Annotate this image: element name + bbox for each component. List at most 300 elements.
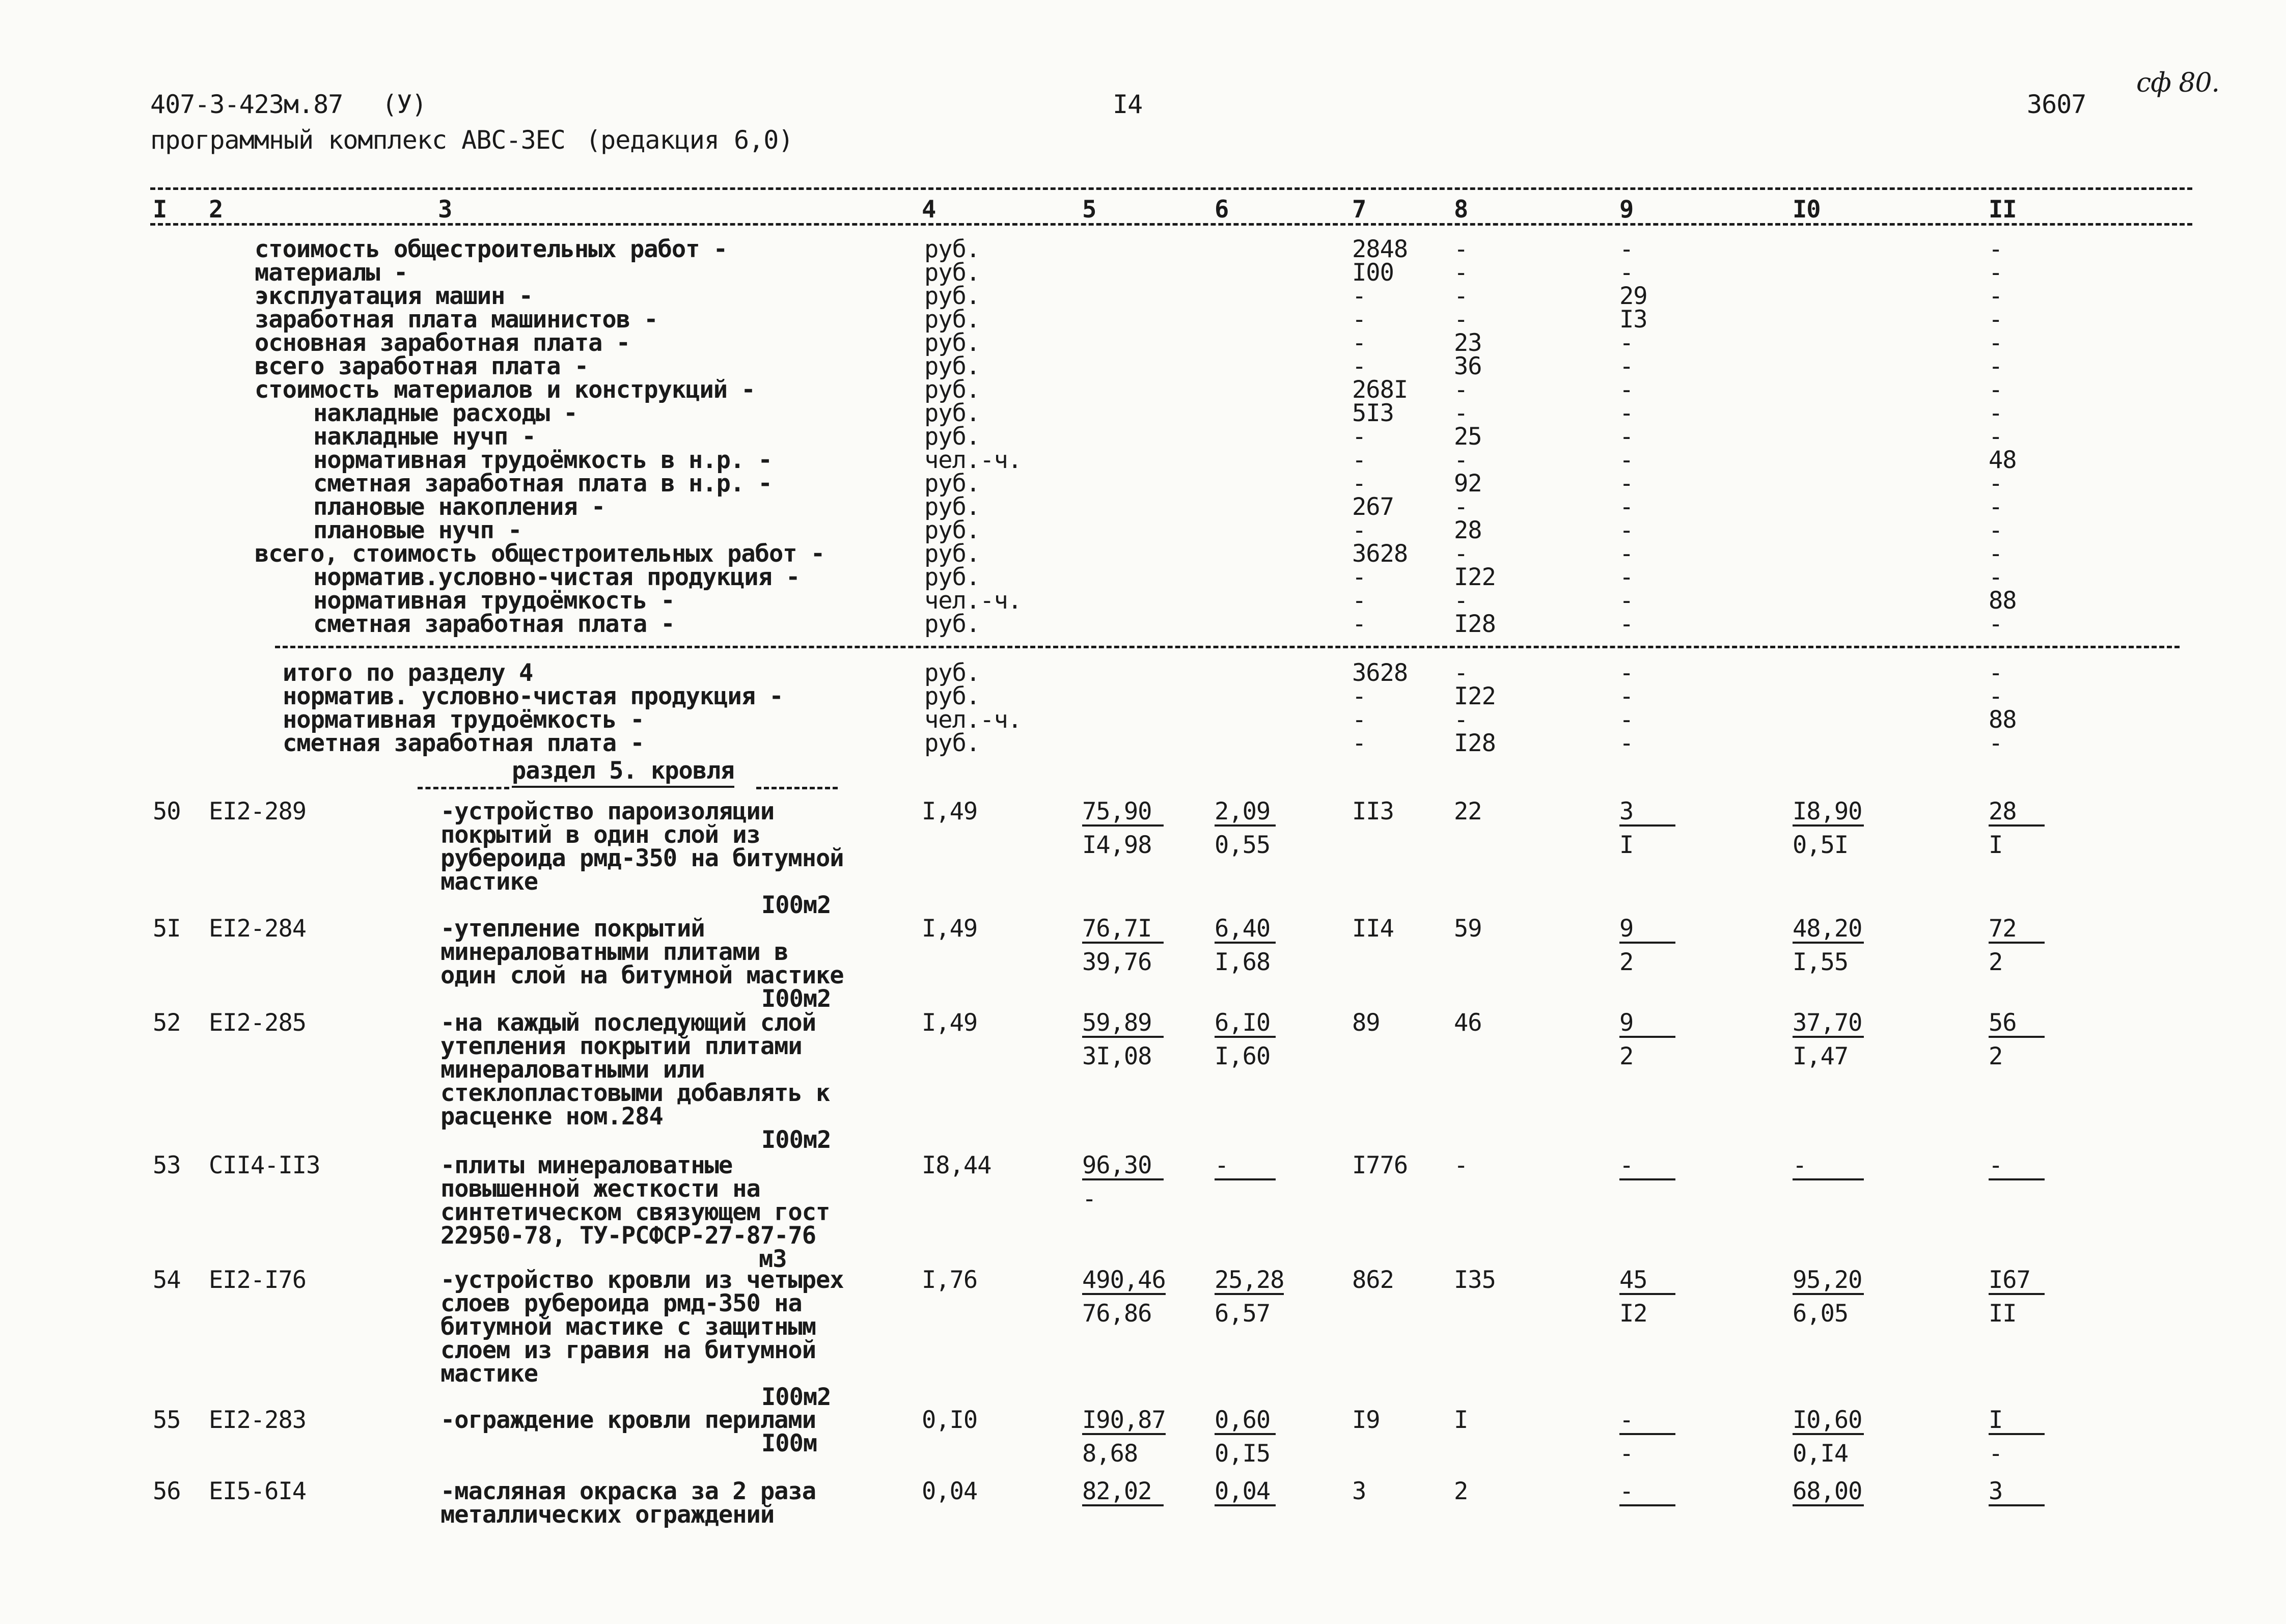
summary-unit: руб. xyxy=(924,423,980,451)
item-col9-top-underlined: 45 xyxy=(1619,1268,1675,1295)
item-description-line: битумной мастике с защитным xyxy=(440,1313,816,1341)
summary-label: основная заработная плата - xyxy=(255,329,630,357)
summary-unit: руб. xyxy=(924,306,980,334)
item-quantity: 0,I0 xyxy=(922,1406,978,1434)
section-total-col8: I28 xyxy=(1454,729,1496,757)
summary-col7: - xyxy=(1352,587,1366,615)
summary-col11: - xyxy=(1989,259,2003,287)
summary-col11: - xyxy=(1989,399,2003,427)
item-col11-top xyxy=(1989,1408,2045,1435)
summary-unit: чел.-ч. xyxy=(924,587,1022,615)
summary-col9: - xyxy=(1619,352,1634,380)
item-col9-top-underlined: 9 xyxy=(1619,917,1675,944)
item-description-line: -масляная окраска за 2 раза xyxy=(440,1477,816,1505)
item-col9-top xyxy=(1619,1011,1675,1038)
item-col7: I776 xyxy=(1352,1151,1408,1179)
item-col5-bottom: 76,86 xyxy=(1082,1300,1152,1328)
item-col11-top-underlined: 72 xyxy=(1989,917,2045,944)
item-quantity: I,76 xyxy=(922,1266,978,1294)
item-col5-top xyxy=(1082,1153,1164,1180)
item-col10-top-underlined: - xyxy=(1793,1153,1864,1180)
item-col8: 46 xyxy=(1454,1009,1482,1037)
summary-unit: руб. xyxy=(924,540,980,568)
summary-col7: - xyxy=(1352,306,1366,334)
item-col11-top-underlined: 28 xyxy=(1989,800,2045,827)
item-col10-top-underlined: 37,70 xyxy=(1793,1011,1864,1038)
item-col5-top-underlined: 82,02 xyxy=(1082,1479,1164,1506)
column-number: II xyxy=(1989,196,2017,224)
item-col9-top-underlined: - xyxy=(1619,1153,1675,1180)
summary-col8: - xyxy=(1454,282,1468,310)
column-number: 5 xyxy=(1082,196,1096,224)
summary-col8: - xyxy=(1454,306,1468,334)
item-col5-top-underlined: 59,89 xyxy=(1082,1011,1164,1038)
summary-col7: 267 xyxy=(1352,493,1394,521)
item-code: EI2-I76 xyxy=(209,1266,307,1294)
summary-col8: 25 xyxy=(1454,423,1482,451)
item-col11-top xyxy=(1989,1153,2045,1180)
item-unit: I00м2 xyxy=(761,1383,831,1411)
document-code: 407-3-423м.87 xyxy=(150,90,343,119)
item-col10-top xyxy=(1793,797,1864,827)
item-col10-top xyxy=(1793,1011,1864,1038)
item-col11-top-underlined: I xyxy=(1989,1408,2045,1435)
summary-label: материалы - xyxy=(255,259,408,287)
summary-col11: - xyxy=(1989,282,2003,310)
item-col6-top-underlined: 6,I0 xyxy=(1215,1011,1276,1038)
summary-col8: - xyxy=(1454,540,1468,568)
item-col5-bottom: I4,98 xyxy=(1082,831,1152,859)
section-total-unit: чел.-ч. xyxy=(924,706,1022,734)
item-quantity: 0,04 xyxy=(922,1477,978,1505)
section-total-col9: - xyxy=(1619,706,1634,734)
summary-col8: - xyxy=(1454,399,1468,427)
section-total-col8: I22 xyxy=(1454,682,1496,710)
item-col9-top xyxy=(1619,797,1675,827)
summary-col8: 92 xyxy=(1454,470,1482,498)
section-total-col9: - xyxy=(1619,659,1634,687)
item-col10-bottom: I,47 xyxy=(1793,1042,1849,1070)
section-total-rule xyxy=(275,646,2180,648)
summary-unit: руб. xyxy=(924,470,980,498)
column-number: 9 xyxy=(1619,196,1634,224)
item-quantity: I8,44 xyxy=(922,1151,991,1179)
item-number: 50 xyxy=(153,797,181,825)
summary-col8: I28 xyxy=(1454,610,1496,638)
item-description-line: рубероида рмд-350 на битумной xyxy=(440,844,844,872)
summary-label: сметная заработная плата в н.р. - xyxy=(313,470,772,498)
summary-col11: - xyxy=(1989,516,2003,544)
summary-col11: 48 xyxy=(1989,446,2017,474)
item-unit: I00м xyxy=(761,1429,817,1457)
summary-label: нормативная трудоёмкость в н.р. - xyxy=(313,446,772,474)
summary-unit: руб. xyxy=(924,259,980,287)
summary-col8: 28 xyxy=(1454,516,1482,544)
summary-col8: I22 xyxy=(1454,563,1496,591)
item-col9-top xyxy=(1619,917,1675,944)
item-col5-top xyxy=(1082,1011,1164,1038)
sheet-number: 3607 xyxy=(2027,90,2086,119)
item-col8: 2 xyxy=(1454,1477,1468,1505)
section-total-unit: руб. xyxy=(924,729,980,757)
item-col11-bottom: 2 xyxy=(1989,948,2003,976)
item-code: EI2-285 xyxy=(209,1009,307,1037)
item-col10-top-underlined: 68,00 xyxy=(1793,1479,1864,1506)
column-number: 3 xyxy=(438,196,452,224)
item-quantity: I,49 xyxy=(922,797,978,825)
item-col11-top xyxy=(1989,797,2045,827)
summary-col7: I00 xyxy=(1352,259,1394,287)
item-col6-bottom: I,68 xyxy=(1215,948,1271,976)
section-total-label: норматив. условно-чистая продукция - xyxy=(283,682,783,710)
summary-col8: 36 xyxy=(1454,352,1482,380)
item-description-line: -утепление покрытий xyxy=(440,915,705,943)
item-description-line: -ограждение кровли перилами xyxy=(440,1406,816,1434)
summary-col9: - xyxy=(1619,423,1634,451)
item-col9-top-underlined: 3 xyxy=(1619,800,1675,827)
summary-label: стоимость общестроительных работ - xyxy=(255,235,728,263)
summary-label: всего заработная плата - xyxy=(255,352,589,380)
item-col5-top-underlined: I90,87 xyxy=(1082,1406,1166,1434)
item-code: EI2-284 xyxy=(209,915,307,943)
summary-col7: - xyxy=(1352,329,1366,357)
column-number: I0 xyxy=(1793,196,1821,224)
handwritten-signature: сф 80. xyxy=(2136,68,2220,98)
item-col9-top xyxy=(1619,1268,1675,1295)
item-col11-top-underlined: - xyxy=(1989,1153,2045,1180)
item-col10-bottom: 0,I4 xyxy=(1793,1440,1849,1468)
item-col5-bottom: 8,68 xyxy=(1082,1440,1138,1468)
section-total-col11: - xyxy=(1989,729,2003,757)
top-rule xyxy=(150,187,2192,190)
item-col6-top xyxy=(1215,917,1276,944)
summary-col7: 2848 xyxy=(1352,235,1408,263)
section-title-dash-left xyxy=(418,787,509,789)
summary-col8: - xyxy=(1454,446,1468,474)
column-number: 2 xyxy=(209,196,223,224)
item-unit: I00м2 xyxy=(761,985,831,1013)
item-col10-top-underlined: I0,60 xyxy=(1793,1408,1864,1435)
section-total-unit: руб. xyxy=(924,682,980,710)
summary-label: накладные нучп - xyxy=(313,423,536,451)
summary-col7: - xyxy=(1352,423,1366,451)
summary-col9: - xyxy=(1619,446,1634,474)
summary-col11: - xyxy=(1989,329,2003,357)
item-col6-top-underlined: 2,09 xyxy=(1215,800,1276,827)
column-number: 4 xyxy=(922,196,936,224)
item-col11-bottom: - xyxy=(1989,1440,2003,1468)
section-total-col11: - xyxy=(1989,659,2003,687)
item-col9-bottom: I2 xyxy=(1619,1300,1647,1328)
program-edition: (редакция 6,0) xyxy=(586,125,793,155)
item-number: 5I xyxy=(153,915,181,943)
summary-col11: - xyxy=(1989,423,2003,451)
item-description-line: слоем из гравия на битумной xyxy=(440,1336,816,1364)
summary-col7: - xyxy=(1352,516,1366,544)
summary-col7: - xyxy=(1352,352,1366,380)
item-col11-bottom: I xyxy=(1989,831,2003,859)
item-col9-bottom: 2 xyxy=(1619,948,1634,976)
item-col5-bottom: - xyxy=(1082,1185,1096,1213)
item-col9-top xyxy=(1619,1153,1675,1180)
item-col7: II3 xyxy=(1352,797,1394,825)
item-col5-bottom: 39,76 xyxy=(1082,948,1152,976)
item-col10-top xyxy=(1793,917,1864,944)
summary-label: накладные расходы - xyxy=(313,399,577,427)
item-col8: - xyxy=(1454,1151,1468,1179)
item-col6-top xyxy=(1215,1011,1276,1038)
item-col8: I35 xyxy=(1454,1266,1496,1294)
item-description-line: утепления покрытий плитами xyxy=(440,1032,802,1060)
summary-col9: - xyxy=(1619,376,1634,404)
item-col11-top-underlined: I67 xyxy=(1989,1268,2045,1295)
item-col9-top-underlined: 9 xyxy=(1619,1011,1675,1038)
section-title-dash-right xyxy=(756,787,838,789)
item-col10-top-underlined: 48,20 xyxy=(1793,917,1864,944)
item-col10-top xyxy=(1793,1153,1864,1180)
section-total-col8: - xyxy=(1454,706,1468,734)
item-description-line: -устройство кровли из четырех xyxy=(440,1266,844,1294)
item-number: 52 xyxy=(153,1009,181,1037)
item-code: EI2-289 xyxy=(209,797,307,825)
item-col6-top-underlined: 0,04 xyxy=(1215,1479,1276,1506)
item-col6-top xyxy=(1215,1153,1276,1180)
summary-col11: - xyxy=(1989,563,2003,591)
summary-col9: - xyxy=(1619,259,1634,287)
summary-col11: - xyxy=(1989,610,2003,638)
item-col10-top xyxy=(1793,1408,1864,1435)
item-col11-top-underlined: 56 xyxy=(1989,1011,2045,1038)
column-header-rule xyxy=(150,223,2192,226)
summary-col7: - xyxy=(1352,446,1366,474)
item-col10-bottom: 0,5I xyxy=(1793,831,1849,859)
item-col8: I xyxy=(1454,1406,1468,1434)
item-col5-top xyxy=(1082,1408,1166,1435)
item-number: 56 xyxy=(153,1477,181,1505)
item-description-line: слоев рубероида рмд-350 на xyxy=(440,1289,802,1317)
item-col10-bottom: I,55 xyxy=(1793,948,1849,976)
item-col10-bottom: 6,05 xyxy=(1793,1300,1849,1328)
item-col10-top-underlined: I8,90 xyxy=(1793,800,1864,827)
column-number: I xyxy=(153,196,167,224)
summary-col9: - xyxy=(1619,563,1634,591)
summary-col9: 29 xyxy=(1619,282,1647,310)
item-col6-top xyxy=(1215,1268,1284,1295)
summary-col7: - xyxy=(1352,282,1366,310)
item-col8: 59 xyxy=(1454,915,1482,943)
section-total-col11: - xyxy=(1989,682,2003,710)
item-description-line: стеклопластовыми добавлять к xyxy=(440,1079,830,1107)
summary-col8: - xyxy=(1454,259,1468,287)
item-col11-top xyxy=(1989,1011,2045,1038)
document-code-mark: (У) xyxy=(382,90,427,119)
section-total-col7: - xyxy=(1352,706,1366,734)
summary-col9: - xyxy=(1619,516,1634,544)
page-number: I4 xyxy=(1113,90,1143,119)
summary-col11: - xyxy=(1989,352,2003,380)
item-number: 54 xyxy=(153,1266,181,1294)
section-total-col7: - xyxy=(1352,729,1366,757)
item-col6-top-underlined: 25,28 xyxy=(1215,1266,1284,1294)
item-col6-bottom: 0,55 xyxy=(1215,831,1271,859)
summary-col7: - xyxy=(1352,563,1366,591)
summary-col9: - xyxy=(1619,399,1634,427)
section-total-col7: - xyxy=(1352,682,1366,710)
summary-label: сметная заработная плата - xyxy=(313,610,675,638)
summary-col9: - xyxy=(1619,493,1634,521)
summary-unit: руб. xyxy=(924,399,980,427)
item-col6-top-underlined: 0,60 xyxy=(1215,1408,1276,1435)
section-total-unit: руб. xyxy=(924,659,980,687)
item-description-line: расценке ном.284 xyxy=(440,1103,663,1131)
summary-col9: - xyxy=(1619,610,1634,638)
item-col9-top xyxy=(1619,1479,1675,1506)
summary-unit: руб. xyxy=(924,610,980,638)
section-total-col9: - xyxy=(1619,729,1634,757)
item-description-line: мастике xyxy=(440,1360,538,1388)
item-col6-top-underlined: 6,40 xyxy=(1215,917,1276,944)
item-col5-top-underlined: 96,30 xyxy=(1082,1153,1164,1180)
section-total-label: сметная заработная плата - xyxy=(283,729,644,757)
item-col6-bottom: 6,57 xyxy=(1215,1300,1271,1328)
item-col6-top xyxy=(1215,1408,1276,1435)
item-col5-top-underlined: 490,46 xyxy=(1082,1266,1166,1294)
item-unit: I00м2 xyxy=(761,1126,831,1154)
summary-col9: I3 xyxy=(1619,306,1647,334)
summary-col11: - xyxy=(1989,470,2003,498)
program-name: программный комплекс АВС-ЗЕС xyxy=(150,125,565,155)
item-col7: 89 xyxy=(1352,1009,1380,1037)
item-code: EI2-283 xyxy=(209,1406,307,1434)
item-col10-top xyxy=(1793,1268,1864,1295)
item-col6-bottom: 0,I5 xyxy=(1215,1440,1271,1468)
section-total-col7: 3628 xyxy=(1352,659,1408,687)
item-col9-bottom: I xyxy=(1619,831,1634,859)
section-total-label: итого по разделу 4 xyxy=(283,659,533,687)
item-quantity: I,49 xyxy=(922,1009,978,1037)
summary-label: норматив.условно-чистая продукция - xyxy=(313,563,800,591)
item-col11-top xyxy=(1989,1479,2045,1506)
item-description-line: синтетическом связующем гост xyxy=(440,1198,830,1226)
summary-col8: 23 xyxy=(1454,329,1482,357)
summary-col11: - xyxy=(1989,306,2003,334)
item-code: EI5-6I4 xyxy=(209,1477,307,1505)
item-col10-top-underlined: 95,20 xyxy=(1793,1268,1864,1295)
item-col9-top-underlined: - xyxy=(1619,1408,1675,1435)
summary-unit: чел.-ч. xyxy=(924,446,1022,474)
item-col9-top xyxy=(1619,1408,1675,1435)
item-col11-bottom: II xyxy=(1989,1300,2017,1328)
section-total-col9: - xyxy=(1619,682,1634,710)
summary-col9: - xyxy=(1619,540,1634,568)
summary-unit: руб. xyxy=(924,352,980,380)
item-col5-top xyxy=(1082,797,1164,827)
summary-col11: - xyxy=(1989,540,2003,568)
summary-col11: 88 xyxy=(1989,587,2017,615)
summary-col9: - xyxy=(1619,329,1634,357)
column-number: 8 xyxy=(1454,196,1468,224)
summary-label: нормативная трудоёмкость - xyxy=(313,587,675,615)
item-col9-top-underlined: - xyxy=(1619,1479,1675,1506)
item-number: 53 xyxy=(153,1151,181,1179)
item-description-line: один слой на битумной мастике xyxy=(440,961,844,989)
summary-unit: руб. xyxy=(924,563,980,591)
column-number: 6 xyxy=(1215,196,1229,224)
summary-col7: - xyxy=(1352,610,1366,638)
item-col5-bottom: 3I,08 xyxy=(1082,1042,1152,1070)
section-total-col11: 88 xyxy=(1989,706,2017,734)
item-description-line: повышенной жесткости на xyxy=(440,1175,760,1203)
summary-unit: руб. xyxy=(924,329,980,357)
item-col9-bottom: - xyxy=(1619,1440,1634,1468)
item-col8: 22 xyxy=(1454,797,1482,825)
summary-unit: руб. xyxy=(924,493,980,521)
item-description-line: металлических ограждений xyxy=(440,1501,775,1529)
item-unit: м3 xyxy=(759,1245,787,1273)
item-unit: I00м2 xyxy=(761,891,831,919)
item-col5-top xyxy=(1082,1479,1164,1506)
item-col11-top xyxy=(1989,1268,2045,1295)
summary-col11: - xyxy=(1989,493,2003,521)
item-col7: I9 xyxy=(1352,1406,1380,1434)
section-title: раздел 5. кровля xyxy=(512,759,734,783)
item-col9-bottom: 2 xyxy=(1619,1042,1634,1070)
summary-unit: руб. xyxy=(924,376,980,404)
summary-col7: 268I xyxy=(1352,376,1408,404)
item-col7: 862 xyxy=(1352,1266,1394,1294)
summary-unit: руб. xyxy=(924,516,980,544)
item-col6-top xyxy=(1215,1479,1276,1506)
item-col5-top-underlined: 75,90 xyxy=(1082,800,1164,827)
item-description-line: покрытий в один слой из xyxy=(440,821,760,849)
summary-col8: - xyxy=(1454,376,1468,404)
summary-unit: руб. xyxy=(924,235,980,263)
item-col7: II4 xyxy=(1352,915,1394,943)
item-col5-top-underlined: 76,7I xyxy=(1082,917,1164,944)
summary-label: плановые нучп - xyxy=(313,516,522,544)
section-total-label: нормативная трудоёмкость - xyxy=(283,706,644,734)
item-col11-top xyxy=(1989,917,2045,944)
item-col6-top-underlined: - xyxy=(1215,1153,1276,1180)
item-col11-bottom: 2 xyxy=(1989,1042,2003,1070)
item-col10-top xyxy=(1793,1479,1864,1506)
summary-label: стоимость материалов и конструкций - xyxy=(255,376,755,404)
item-col5-top xyxy=(1082,917,1164,944)
summary-label: плановые накопления - xyxy=(313,493,605,521)
summary-col9: - xyxy=(1619,470,1634,498)
item-description-line: 22950-78, ТУ-РСФСР-27-87-76 xyxy=(440,1222,816,1250)
item-description-line: -устройство пароизоляции xyxy=(440,797,775,825)
summary-label: эксплуатация машин - xyxy=(255,282,533,310)
summary-col8: - xyxy=(1454,235,1468,263)
item-col11-top-underlined: 3 xyxy=(1989,1479,2045,1506)
item-description-line: минераловатными плитами в xyxy=(440,938,788,966)
item-description-line: минераловатными или xyxy=(440,1056,705,1084)
item-quantity: I,49 xyxy=(922,915,978,943)
summary-col11: - xyxy=(1989,376,2003,404)
item-col6-top xyxy=(1215,797,1276,827)
item-col5-top xyxy=(1082,1268,1166,1295)
item-description-line: -на каждый последующий слой xyxy=(440,1009,816,1037)
column-number: 7 xyxy=(1352,196,1366,224)
summary-label: всего, стоимость общестроительных работ - xyxy=(255,540,825,568)
section-total-col8: - xyxy=(1454,659,1468,687)
summary-col9: - xyxy=(1619,587,1634,615)
item-col6-bottom: I,60 xyxy=(1215,1042,1271,1070)
item-description-line: -плиты минераловатные xyxy=(440,1151,733,1179)
summary-col11: - xyxy=(1989,235,2003,263)
item-col7: 3 xyxy=(1352,1477,1366,1505)
